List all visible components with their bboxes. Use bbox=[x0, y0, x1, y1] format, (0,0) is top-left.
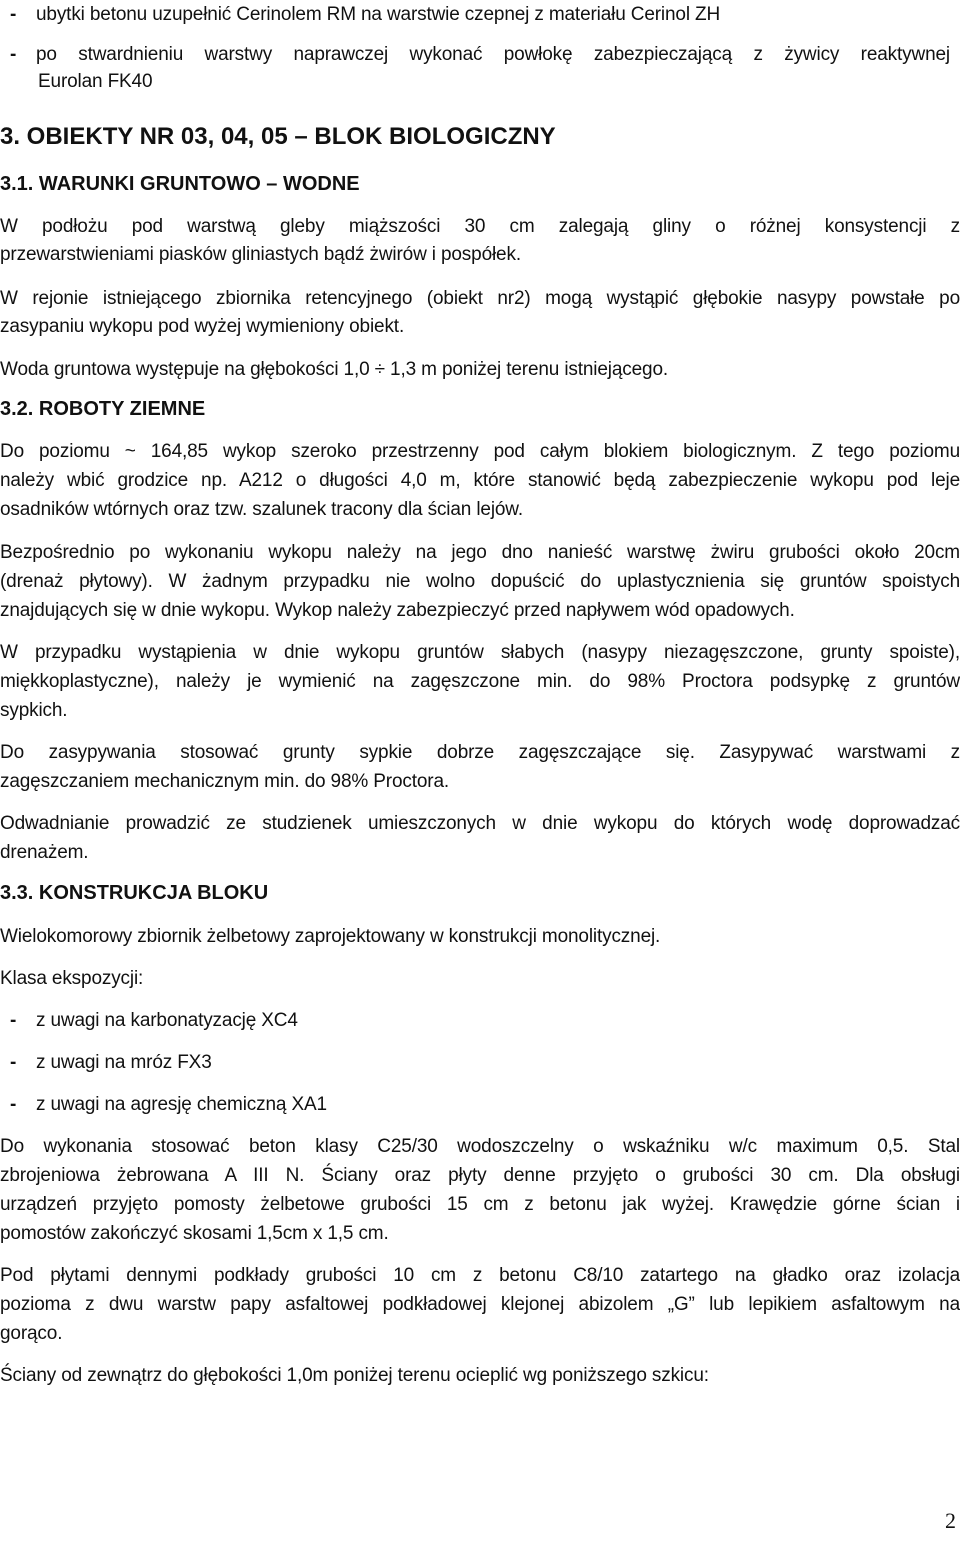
paragraph-line: Bezpośrednio po wykonaniu wykopu należy na jego dno nanieść warstwę żwiru grubości około 20cm bbox=[0, 542, 960, 563]
list-item-text: z uwagi na karbonatyzację XC4 bbox=[36, 1010, 298, 1031]
list-item bbox=[10, 1048, 950, 1077]
section-heading-3: 3. OBIEKTY NR 03, 04, 05 – BLOK BIOLOGICZNY bbox=[0, 123, 556, 150]
section-heading-3-2: 3.2. ROBOTY ZIEMNE bbox=[0, 398, 206, 420]
list-item-continuation: Eurolan FK40 bbox=[38, 71, 153, 92]
paragraph-line: urządzeń przyjęto pomosty żelbetowe grubości 15 cm z betonu jak wyżej. Krawędzie górne ścian i bbox=[0, 1194, 960, 1215]
paragraph-line: zasypaniu wykopu pod wyżej wymieniony obiekt. bbox=[0, 316, 405, 337]
paragraph-line: pozioma z dwu warstw papy asfaltowej podkładowej klejonej abizolem „G” lub lepikiem asfaltowym na bbox=[0, 1294, 960, 1315]
list-item bbox=[10, 1090, 950, 1119]
paragraph-line: należy wbić grodzice np. A212 o długości 4,0 m, które stanowić będą zabezpieczenie wykopu pod leje bbox=[0, 470, 960, 491]
paragraph-line: zagęszczaniem mechanicznym min. do 98% Proctora. bbox=[0, 771, 449, 792]
paragraph-line: drenażem. bbox=[0, 842, 89, 863]
list-item bbox=[10, 0, 950, 29]
bullet-dash: - bbox=[10, 1094, 17, 1115]
paragraph-line: Do wykonania stosować beton klasy C25/30 wodoszczelny o wskaźniku w/c maximum 0,5. Stal bbox=[0, 1136, 960, 1157]
section-heading-3-1: 3.1. WARUNKI GRUNTOWO – WODNE bbox=[0, 173, 360, 195]
paragraph-line: Ściany od zewnątrz do głębokości 1,0m poniżej terenu ocieplić wg poniższego szkicu: bbox=[0, 1365, 709, 1386]
paragraph-line: W rejonie istniejącego zbiornika retencyjnego (obiekt nr2) mogą wystąpić głębokie nasypy powstałe po bbox=[0, 288, 960, 309]
paragraph-line: sypkich. bbox=[0, 700, 68, 721]
paragraph-line: gorąco. bbox=[0, 1323, 63, 1344]
paragraph-line: pomostów zakończyć skosami 1,5cm x 1,5 cm. bbox=[0, 1223, 389, 1244]
paragraph-line: przewarstwieniami piasków gliniastych bądź żwirów i pospółek. bbox=[0, 244, 521, 265]
paragraph-line: osadników wtórnych oraz tzw. szalunek tracony dla ścian lejów. bbox=[0, 499, 523, 520]
list-item-text: z uwagi na mróz FX3 bbox=[36, 1052, 212, 1073]
paragraph-line: W podłożu pod warstwą gleby miąższości 30 cm zalegają gliny o różnej konsystencji z bbox=[0, 216, 960, 237]
paragraph-line: Pod płytami dennymi podkłady grubości 10 cm z betonu C8/10 zatartego na gładko oraz izolacja bbox=[0, 1265, 960, 1286]
section-heading-3-3: 3.3. KONSTRUKCJA BLOKU bbox=[0, 882, 269, 904]
paragraph-line: Odwadnianie prowadzić ze studzienek umieszczonych w dnie wykopu do których wodę doprowadzać bbox=[0, 813, 960, 834]
paragraph-line: zbrojeniowa żebrowana A III N. Ściany oraz płyty denne przyjęto o grubości 30 cm. Dla obsługi bbox=[0, 1165, 960, 1186]
list-item-text: ubytki betonu uzupełnić Cerinolem RM na warstwie czepnej z materiału Cerinol ZH bbox=[36, 4, 721, 25]
bullet-dash: - bbox=[10, 1052, 17, 1073]
page-number: 2 bbox=[945, 1508, 956, 1533]
bullet-dash: - bbox=[10, 44, 17, 65]
paragraph-line: (drenaż płytowy). W żadnym przypadku nie wolno dopuścić do uplastycznienia się gruntów spoistych bbox=[0, 571, 960, 592]
bullet-dash: - bbox=[10, 1010, 17, 1031]
bullet-dash: - bbox=[10, 4, 17, 25]
paragraph-line: Do zasypywania stosować grunty sypkie dobrze zagęszczające się. Zasypywać warstwami z bbox=[0, 742, 960, 763]
paragraph-line: Do poziomu ~ 164,85 wykop szeroko przestrzenny pod całym blokiem biologicznym. Z tego poziomu bbox=[0, 441, 960, 462]
paragraph-line: znajdujących się w dnie wykopu. Wykop należy zabezpieczyć przed napływem wód opadowych. bbox=[0, 600, 795, 621]
list-item bbox=[10, 1006, 950, 1035]
list-item bbox=[10, 40, 950, 69]
paragraph-line: Wielokomorowy zbiornik żelbetowy zaprojektowany w konstrukcji monolitycznej. bbox=[0, 926, 661, 947]
list-item-text: z uwagi na agresję chemiczną XA1 bbox=[36, 1094, 327, 1115]
list-item-text: po stwardnieniu warstwy naprawczej wykonać powłokę zabezpieczającą z żywicy reaktywnej bbox=[36, 44, 950, 65]
paragraph-line: W przypadku wystąpienia w dnie wykopu gruntów słabych (nasypy niezagęszczone, grunty spoiste), bbox=[0, 642, 960, 663]
paragraph-line: Woda gruntowa występuje na głębokości 1,0 ÷ 1,3 m poniżej terenu istniejącego. bbox=[0, 359, 669, 380]
paragraph-line: miękkoplastyczne), należy je wymienić na zagęszczone min. do 98% Proctora podsypkę z gruntów bbox=[0, 671, 960, 692]
paragraph-line: Klasa ekspozycji: bbox=[0, 968, 144, 989]
